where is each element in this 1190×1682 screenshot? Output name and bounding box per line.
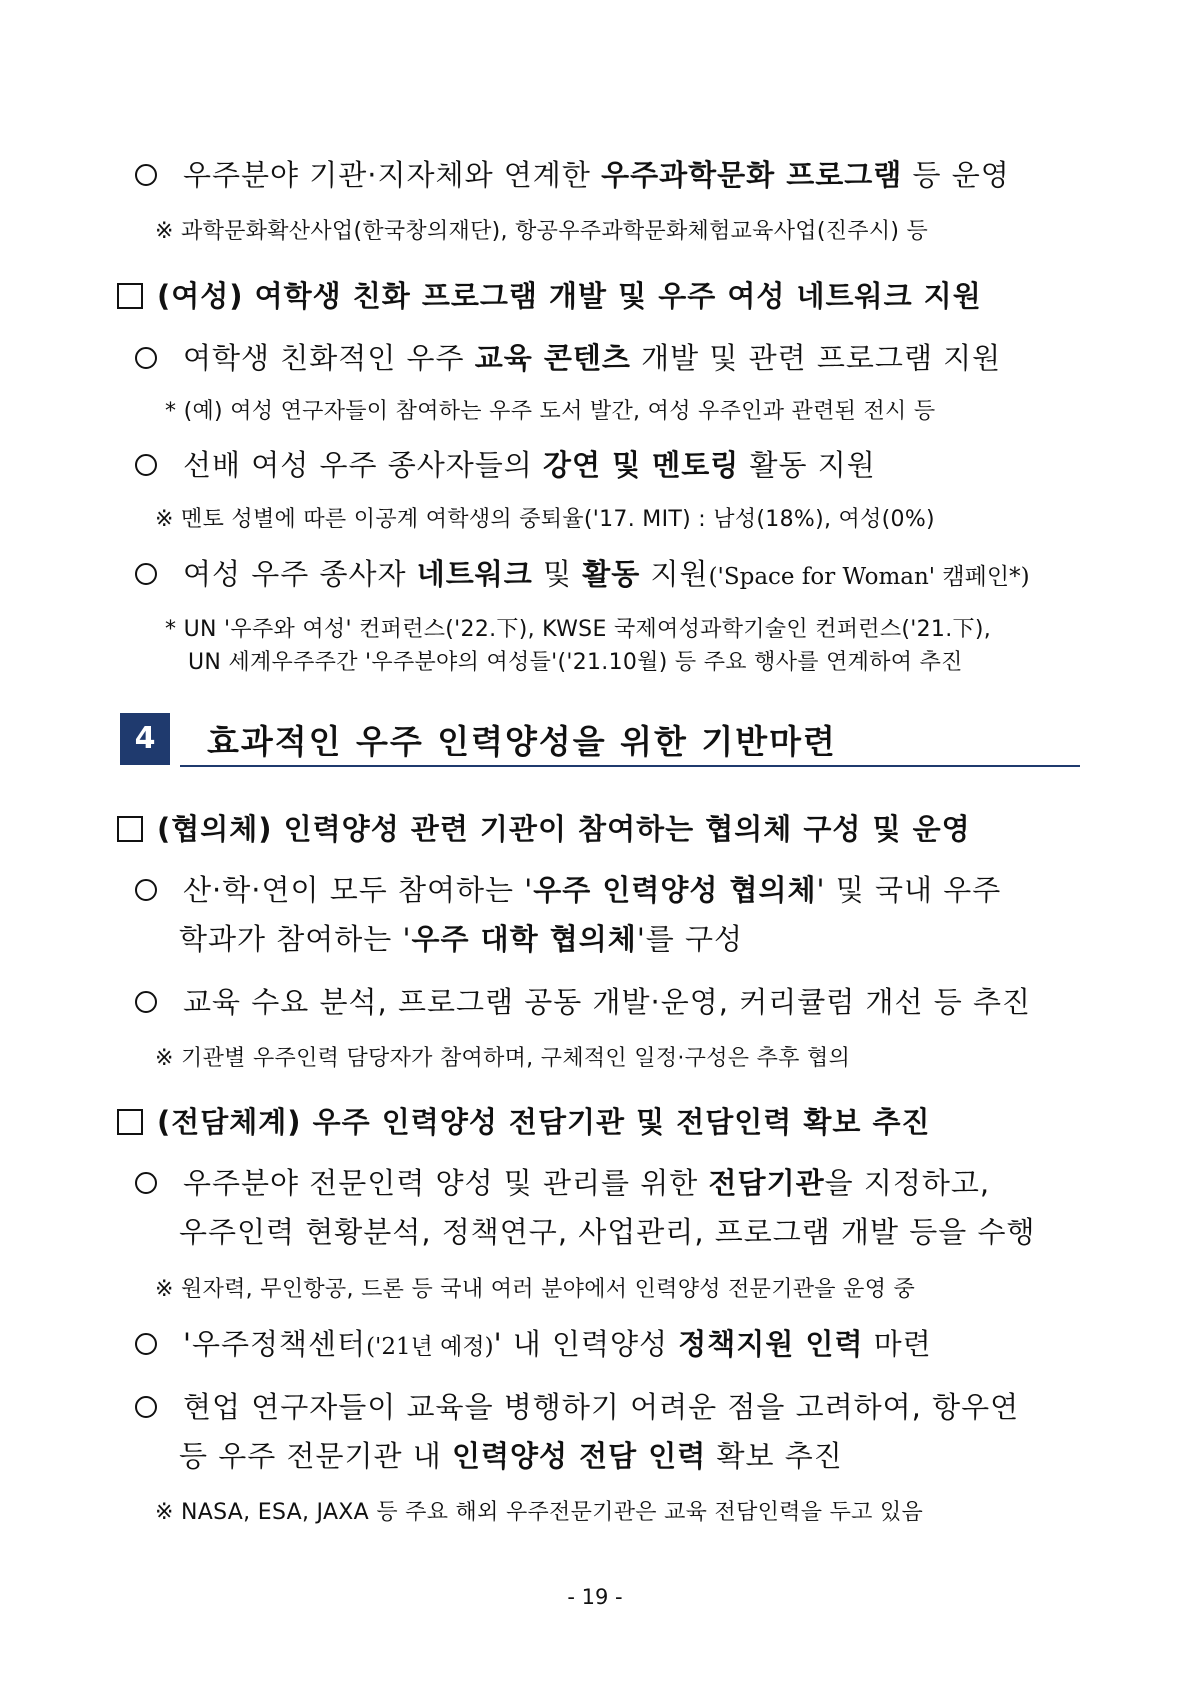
bullet-line: 현업 연구자들이 교육을 병행하기 어려운 점을 고려하여, 항우연 bbox=[135, 1385, 1019, 1426]
circle-bullet-icon bbox=[135, 164, 157, 186]
note-line: * UN '우주와 여성' 컨퍼런스('22.下), KWSE 국제여성과학기술인 컨퍼런스('21.下), bbox=[165, 617, 992, 642]
bullet-line: 여학생 친화적인 우주 교육 콘텐츠 개발 및 관련 프로그램 지원 bbox=[135, 336, 1001, 377]
circle-bullet-icon bbox=[135, 563, 157, 585]
bullet-line: 우주분야 기관·지자체와 연계한 우주과학문화 프로그램 등 운영 bbox=[135, 153, 1010, 194]
section-heading: (협의체) 인력양성 관련 기관이 참여하는 협의체 구성 및 운영 bbox=[117, 807, 971, 848]
bullet-line: 여성 우주 종사자 네트워크 및 활동 지원('Space for Woman' 캠페인*) bbox=[135, 552, 1030, 593]
circle-bullet-icon bbox=[135, 879, 157, 901]
note-line: UN 세계우주주간 '우주분야의 여성들'('21.10월) 등 주요 행사를 연계하여 추진 bbox=[188, 650, 963, 675]
note-line: ※ 원자력, 무인항공, 드론 등 국내 여러 분야에서 인력양성 전문기관을 운영 중 bbox=[155, 1277, 916, 1302]
bullet-line: 교육 수요 분석, 프로그램 공동 개발·운영, 커리큘럼 개선 등 추진 bbox=[135, 980, 1031, 1021]
section-heading: (전담체계) 우주 인력양성 전담기관 및 전담인력 확보 추진 bbox=[117, 1100, 931, 1141]
circle-bullet-icon bbox=[135, 1333, 157, 1355]
circle-bullet-icon bbox=[135, 1396, 157, 1418]
note-line: * (예) 여성 연구자들이 참여하는 우주 도서 발간, 여성 우주인과 관련된 전시 등 bbox=[165, 399, 936, 424]
checkbox-square-icon bbox=[117, 1109, 143, 1135]
page-number: - 19 - bbox=[567, 1585, 623, 1609]
bullet-continuation: 우주인력 현황분석, 정책연구, 사업관리, 프로그램 개발 등을 수행 bbox=[179, 1215, 1036, 1249]
bullet-continuation: 등 우주 전문기관 내 인력양성 전담 인력 확보 추진 bbox=[179, 1439, 843, 1473]
bullet-line: 산·학·연이 모두 참여하는 '우주 인력양성 협의체' 및 국내 우주 bbox=[135, 868, 1001, 909]
section-title: 효과적인 우주 인력양성을 위한 기반마련 bbox=[207, 722, 837, 761]
note-line: ※ 기관별 우주인력 담당자가 참여하며, 구체적인 일정·구성은 추후 협의 bbox=[155, 1046, 851, 1071]
circle-bullet-icon bbox=[135, 454, 157, 476]
checkbox-square-icon bbox=[117, 283, 143, 309]
checkbox-square-icon bbox=[117, 816, 143, 842]
circle-bullet-icon bbox=[135, 347, 157, 369]
note-line: ※ 멘토 성별에 따른 이공계 여학생의 중퇴율('17. MIT) : 남성(18%), 여성(0%) bbox=[155, 507, 935, 532]
section-heading: (여성) 여학생 친화 프로그램 개발 및 우주 여성 네트워크 지원 bbox=[117, 274, 982, 315]
circle-bullet-icon bbox=[135, 991, 157, 1013]
note-line: ※ NASA, ESA, JAXA 등 주요 해외 우주전문기관은 교육 전담인력을 두고 있음 bbox=[155, 1500, 924, 1525]
bullet-line: 우주분야 전문인력 양성 및 관리를 위한 전담기관을 지정하고, bbox=[135, 1161, 990, 1202]
bullet-line: 선배 여성 우주 종사자들의 강연 및 멘토링 활동 지원 bbox=[135, 443, 876, 484]
bullet-continuation: 학과가 참여하는 '우주 대학 협의체'를 구성 bbox=[179, 922, 744, 956]
note-line: ※ 과학문화확산사업(한국창의재단), 항공우주과학문화체험교육사업(진주시) 등 bbox=[155, 219, 929, 244]
circle-bullet-icon bbox=[135, 1172, 157, 1194]
section-number-badge: 4 bbox=[120, 713, 170, 765]
bullet-line: '우주정책센터('21년 예정)' 내 인력양성 정책지원 인력 마련 bbox=[135, 1322, 932, 1363]
section-underline bbox=[180, 765, 1080, 767]
